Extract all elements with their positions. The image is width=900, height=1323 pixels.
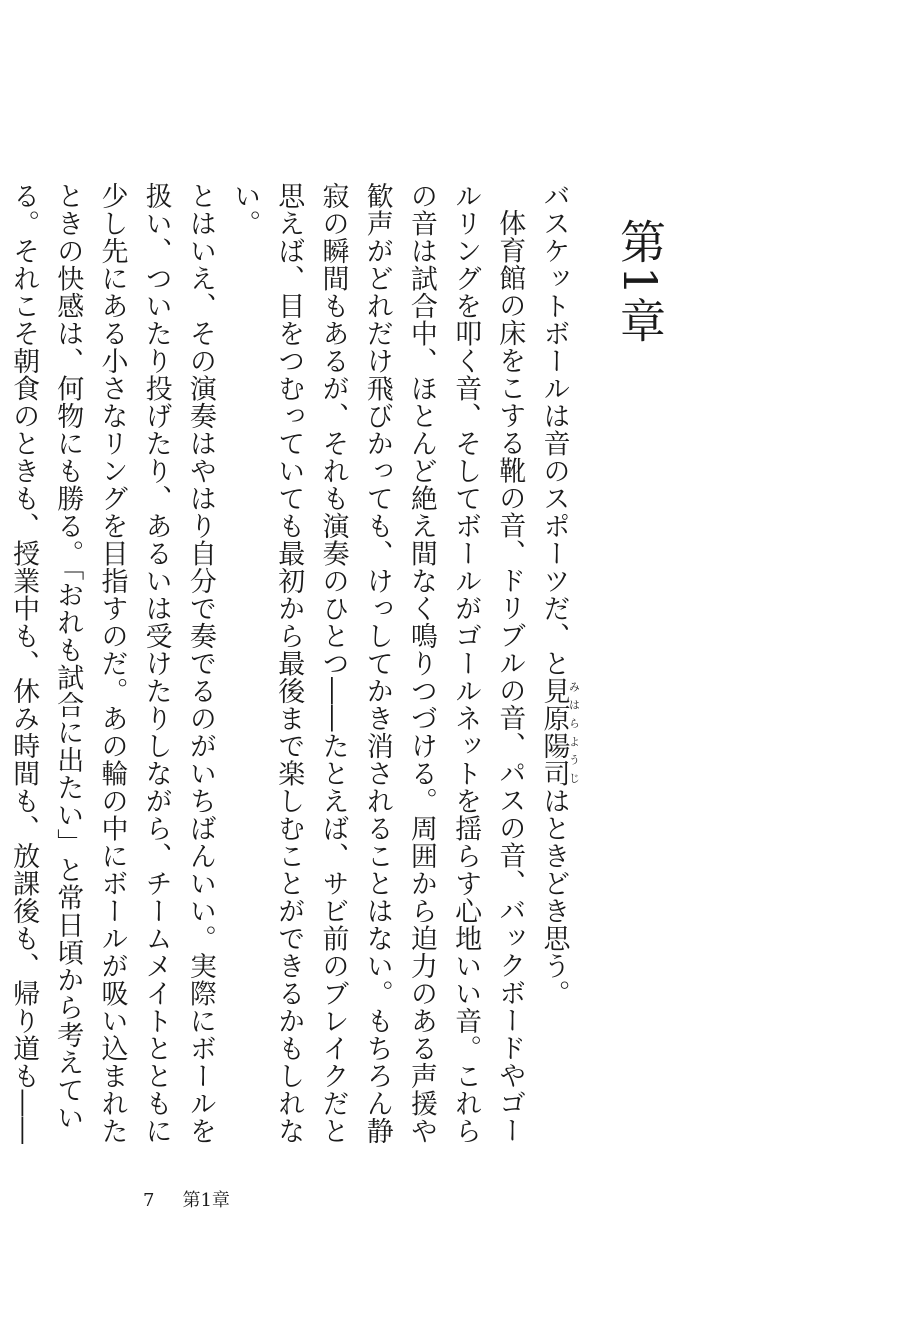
furigana: みはらようじ (567, 677, 581, 787)
name-with-furigana: 見原陽司みはらようじ (538, 677, 581, 787)
running-head: 第1章 (182, 1190, 230, 1211)
paragraph (222, 182, 531, 1162)
paragraph-text: とはいえ、その演奏はやはり自分で奏でるのがいちばんいい。実際にボールを扱い、ついたり投げたり、あるいは受けたりしながら、チームメイトとともに少し先にある小さなリングを目指すのだ。あの輪の中にボールが吸い込まれたときの快感は、何物にも勝る。「おれも試合に出たい」と常日頃から考えている。それこそ朝食のときも、授業中も、休み時間も、放課後も、帰り道も―― (8, 182, 216, 1145)
page-footer (143, 1186, 230, 1212)
paragraph-text: はときどき思う。 (538, 787, 570, 1007)
paragraph-text: バスケットボールは音のスポーツだ、と (538, 182, 570, 677)
paragraph (0, 182, 222, 1162)
body-text (8, 182, 581, 1162)
chapter-title: 第1章 (613, 218, 667, 346)
page-number: 7 (143, 1190, 155, 1211)
paragraph (531, 182, 580, 1162)
paragraph-text: 体育館の床をこする靴の音、ドリブルの音、パスの音、バックボードやゴールリングを叩く音、そしてボールがゴールネットを揺らす心地いい音。これらの音は試合中、ほとんど絶え間なく鳴りつづける。周囲から迫力のある声援や歓声がどれだけ飛びかっても、けっしてかき消されることはない。もちろん静寂の瞬間もあるが、それも演奏のひとつ――たとえば、サビ前のブレイクだと思えば、目をつむっていても最初から最後まで楽しむことができるかもしれない。 (229, 182, 526, 1145)
